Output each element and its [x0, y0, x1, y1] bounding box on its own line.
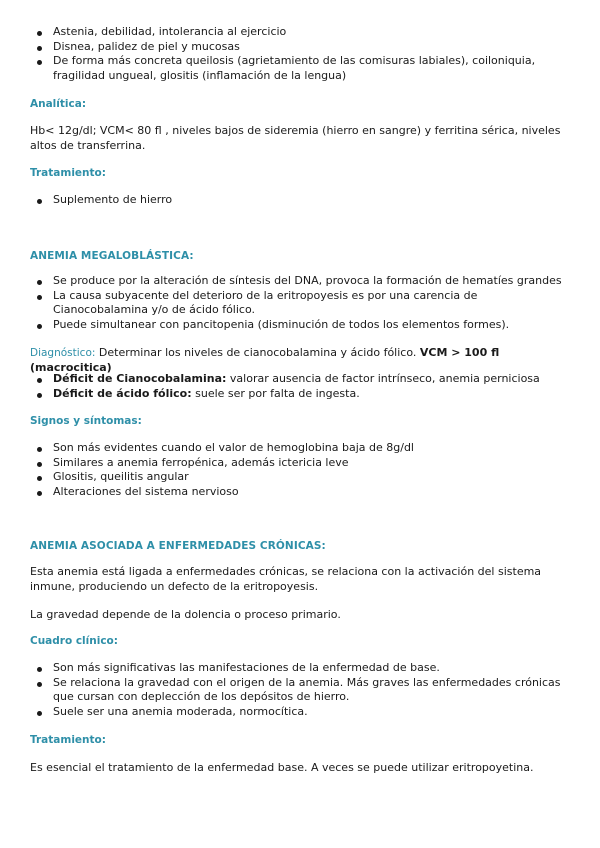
list-item: Suele ser una anemia moderada, normocítica.	[30, 705, 570, 720]
deficit-label: Déficit de ácido fólico:	[53, 386, 192, 400]
list-item: La causa subyacente del deterioro de la eritropoyesis es por una carencia de Cianocobalamina y/o de ácido fólico.	[30, 289, 570, 318]
tratamiento-heading-2: Tratamiento:	[30, 734, 106, 746]
list-item: Se produce por la alteración de síntesis del DNA, provoca la formación de hematíes grandes	[30, 274, 570, 289]
diagnostico-label: Diagnóstico:	[30, 347, 96, 359]
list-item: De forma más concreta queilosis (agrietamiento de las comisuras labiales), coiloniquia, fragilidad ungueal, glositis (inflamación de la lengua)	[30, 54, 570, 83]
list-item: Astenia, debilidad, intolerancia al ejercicio	[30, 25, 570, 40]
deficit-list	[30, 372, 570, 401]
deficit-label: Déficit de Cianocobalamina:	[53, 372, 227, 385]
tratamiento-text-2: Es esencial el tratamiento de la enfermedad base. A veces se puede utilizar eritropoyetina.	[30, 761, 534, 774]
list-item: Similares a anemia ferropénica, además ictericia leve	[30, 456, 570, 471]
cuadro-heading: Cuadro clínico:	[30, 635, 118, 647]
list-item: Puede simultanear con pancitopenia (disminución de todos los elementos formes).	[30, 318, 570, 333]
list-item: Son más significativas las manifestaciones de la enfermedad de base.	[30, 661, 570, 676]
signos-heading: Signos y síntomas:	[30, 415, 142, 427]
signos-list	[30, 441, 570, 499]
list-item: Se relaciona la gravedad con el origen de la anemia. Más graves las enfermedades crónicas que cursan con deplección de los depósitos de hierro.	[30, 676, 570, 705]
analitica-heading: Analítica:	[30, 98, 87, 110]
megaloblastica-list	[30, 274, 570, 332]
tratamiento-list	[30, 193, 570, 208]
list-item	[30, 387, 570, 402]
diagnostico-vcm: VCM > 100 fl (macrocitica)	[30, 346, 500, 374]
section-title-megaloblastica: ANEMIA MEGALOBLÁSTICA:	[30, 250, 194, 262]
list-item	[30, 372, 570, 387]
list-item: Son más evidentes cuando el valor de hemoglobina baja de 8g/dl	[30, 441, 570, 456]
tratamiento-heading: Tratamiento:	[30, 167, 106, 179]
list-item: Disnea, palidez de piel y mucosas	[30, 40, 570, 55]
cuadro-list	[30, 661, 570, 719]
diagnostico-text: Determinar los niveles de cianocobalamina y ácido fólico.	[95, 346, 420, 359]
list-item: Alteraciones del sistema nervioso	[30, 485, 570, 500]
list-item: Glositis, queilitis angular	[30, 470, 570, 485]
analitica-text: Hb< 12g/dl; VCM< 80 fl , niveles bajos de sideremia (hierro en sangre) y ferritina sérica, niveles altos de transferrina.	[30, 124, 561, 152]
cronicas-gravedad: La gravedad depende de la dolencia o proceso primario.	[30, 608, 341, 621]
symptom-list	[30, 25, 570, 83]
cronicas-intro: Esta anemia está ligada a enfermedades crónicas, se relaciona con la activación del sistema inmune, produciendo un defecto de la eritropoyesis.	[30, 565, 542, 593]
list-item: Suplemento de hierro	[30, 193, 570, 208]
deficit-text: valorar ausencia de factor intrínseco, anemia perniciosa	[226, 372, 540, 385]
diagnostico-paragraph	[30, 346, 570, 375]
section-title-cronicas: ANEMIA ASOCIADA A ENFERMEDADES CRÓNICAS:	[30, 540, 326, 552]
deficit-text: suele ser por falta de ingesta.	[191, 386, 360, 400]
